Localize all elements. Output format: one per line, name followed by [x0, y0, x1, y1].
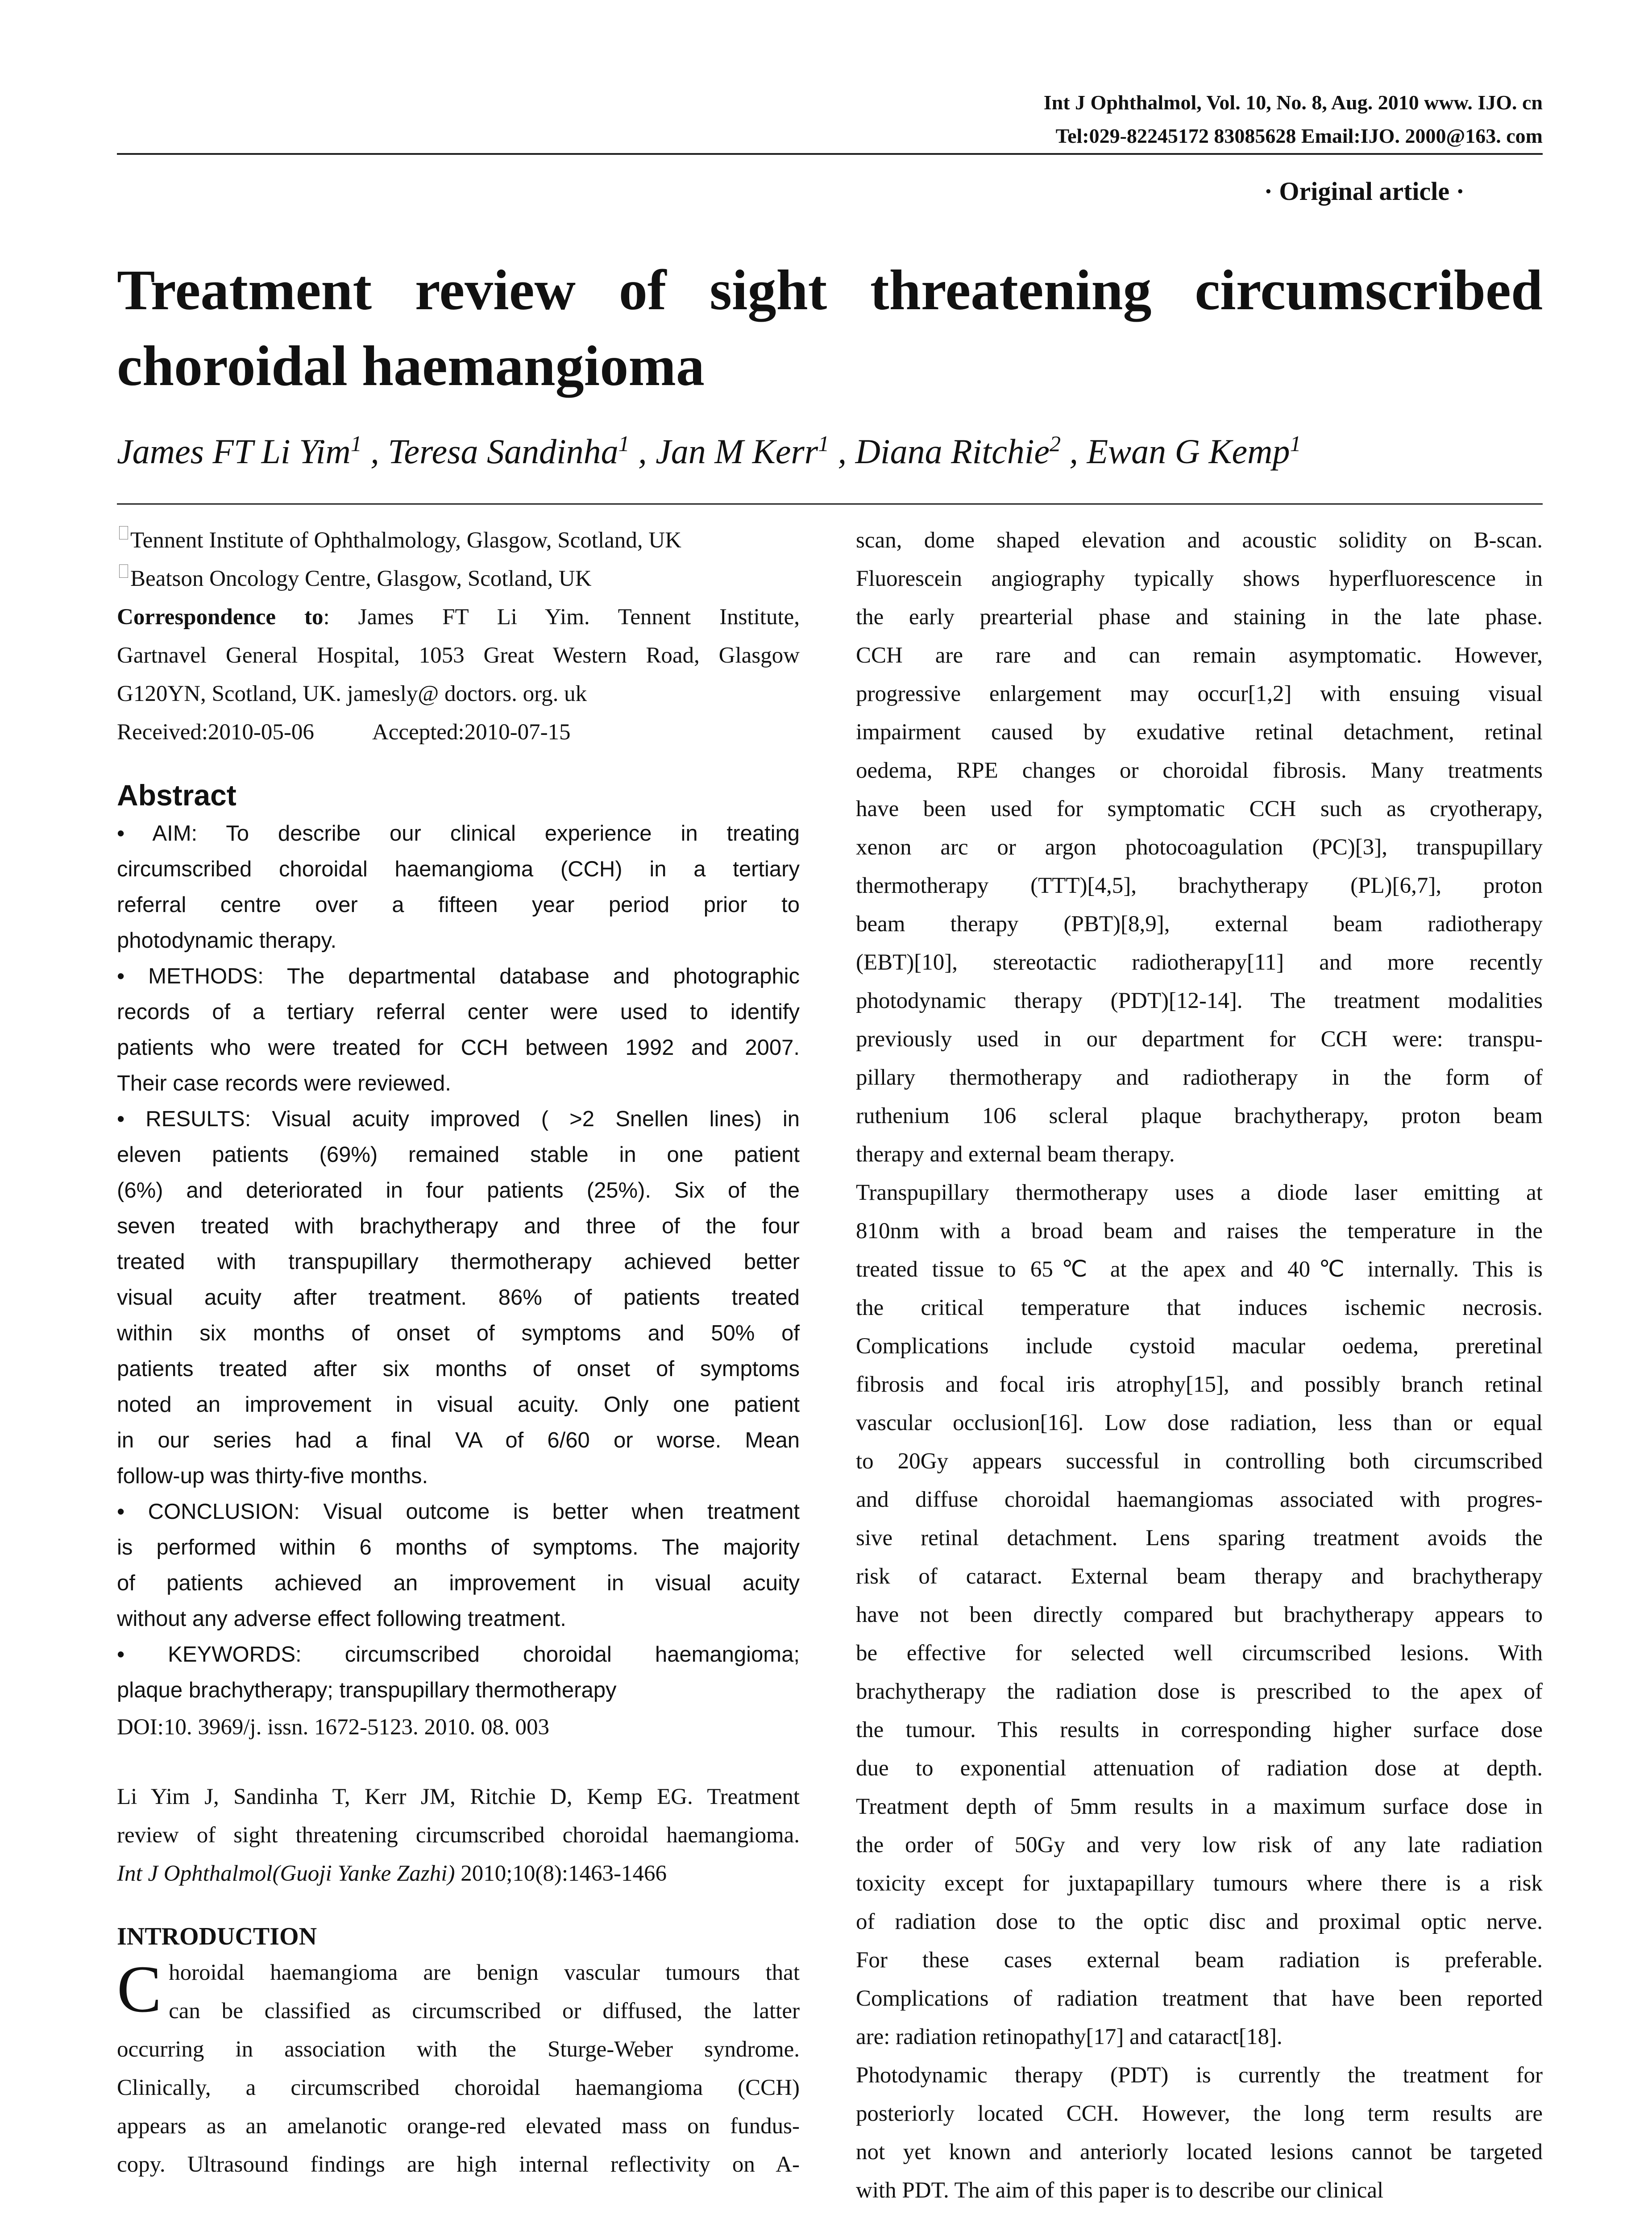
abstract-line: follow-up was thirty-five months.	[117, 1464, 428, 1488]
author-affiliation-mark: 2	[1050, 431, 1061, 456]
abstract-line: eleven patients (69%) remained stable in one patient	[117, 1143, 800, 1167]
introduction-line: can be classified as circumscribed or diffused, the latter	[169, 1999, 800, 2024]
body-line: pillary thermotherapy and radiotherapy in the form of	[856, 1065, 1543, 1090]
affiliation-1: Tennent Institute of Ophthalmology, Glasgow, Scotland, UK	[117, 521, 800, 560]
introduction-heading: INTRODUCTION	[117, 1923, 317, 1950]
correspondence-line-2: Gartnavel General Hospital, 1053 Great Western Road, Glasgow	[117, 643, 800, 668]
author-name: Diana Ritchie	[855, 432, 1050, 471]
abstract-line: Their case records were reviewed.	[117, 1071, 451, 1095]
journal-header-line1: Int J Ophthalmol, Vol. 10, No. 8, Aug. 2010 www. IJO. cn	[1043, 91, 1543, 114]
author-affiliation-mark: 1	[1290, 431, 1301, 456]
body-line: to 20Gy appears successful in controlling both circumscribed	[856, 1449, 1543, 1474]
body-line: the critical temperature that induces ischemic necrosis.	[856, 1295, 1543, 1320]
body-line: xenon arc or argon photocoagulation (PC)[3], transpupillary	[856, 835, 1543, 860]
abstract-line: • AIM: To describe our clinical experience in treating	[117, 821, 800, 846]
body-line: Fluorescein angiography typically shows hyperfluorescence in	[856, 566, 1543, 591]
body-line: have not been directly compared but brachytherapy appears to	[856, 1602, 1543, 1627]
abstract-line: patients treated after six months of onset of symptoms	[117, 1357, 800, 1381]
body-line: the early prearterial phase and staining in the late phase.	[856, 605, 1543, 630]
abstract-line: patients who were treated for CCH between 1992 and 2007.	[117, 1036, 800, 1060]
abstract-line: records of a tertiary referral center were used to identify	[117, 1000, 800, 1024]
author-name: Ewan G Kemp	[1087, 432, 1290, 471]
abstract-body	[117, 816, 800, 1708]
body-line: CCH are rare and can remain asymptomatic. However,	[856, 643, 1543, 668]
body-line: Transpupillary thermotherapy uses a diode laser emitting at	[856, 1180, 1543, 1205]
correspondence-line-3: G120YN, Scotland, UK. jamesly@ doctors. org. uk	[117, 681, 587, 706]
abstract-line: photodynamic therapy.	[117, 929, 337, 953]
author-name: Teresa Sandinha	[388, 432, 618, 471]
author-name: Jan M Kerr	[656, 432, 818, 471]
author-affiliation-mark: 1	[350, 431, 362, 456]
abstract-heading: Abstract	[117, 779, 237, 812]
abstract-line: without any adverse effect following treatment.	[117, 1607, 566, 1631]
introduction-line: copy. Ultrasound findings are high internal reflectivity on A-	[117, 2152, 800, 2177]
abstract-line: referral centre over a fifteen year period prior to	[117, 893, 800, 917]
citation-line-2: review of sight threatening circumscribed choroidal haemangioma.	[117, 1823, 800, 1848]
body-line: previously used in our department for CCH were: transpu-	[856, 1027, 1543, 1052]
abstract-line: (6%) and deteriorated in four patients (25%). Six of the	[117, 1178, 800, 1203]
abstract-line: • CONCLUSION: Visual outcome is better when treatment	[117, 1500, 800, 1524]
body-line: with PDT. The aim of this paper is to describe our clinical	[856, 2178, 1384, 2203]
doi: DOI:10. 3969/j. issn. 1672-5123. 2010. 08. 003	[117, 1715, 549, 1740]
author-rule	[117, 503, 1543, 505]
body-line: not yet known and anteriorly located lesions cannot be targeted	[856, 2140, 1543, 2165]
body-line: fibrosis and focal iris atrophy[15], and possibly branch retinal	[856, 1372, 1543, 1397]
body-line: Photodynamic therapy (PDT) is currently the treatment for	[856, 2063, 1543, 2088]
body-line: ruthenium 106 scleral plaque brachytherapy, proton beam	[856, 1103, 1543, 1128]
body-line: progressive enlargement may occur[1,2] with ensuing visual	[856, 681, 1543, 706]
body-line: vascular occlusion[16]. Low dose radiation, less than or equal	[856, 1410, 1543, 1435]
author-list: James FT Li Yim$^1$ , Teresa Sandinha$^1$ , Jan M Kerr$^1$ , Diana Ritchie$^2$ , Ewan G Kemp$^1$	[117, 431, 1301, 471]
abstract-line: seven treated with brachytherapy and three of the four	[117, 1214, 800, 1238]
abstract-line: is performed within 6 months of symptoms. The majority	[117, 1535, 800, 1559]
introduction-body	[117, 1953, 800, 2184]
abstract-line: • METHODS: The departmental database and photographic	[117, 964, 800, 988]
body-line: the order of 50Gy and very low risk of any late radiation	[856, 1833, 1543, 1858]
introduction-line: occurring in association with the Sturge-Weber syndrome.	[117, 2037, 800, 2062]
citation-line-1: Li Yim J, Sandinha T, Kerr JM, Ritchie D, Kemp EG. Treatment	[117, 1784, 800, 1809]
body-line: photodynamic therapy (PDT)[12-14]. The treatment modalities	[856, 988, 1543, 1013]
body-line: 810nm with a broad beam and raises the temperature in the	[856, 1219, 1543, 1244]
body-line: Complications include cystoid macular oedema, preretinal	[856, 1334, 1543, 1359]
right-column	[856, 521, 1543, 2210]
correspondence-line-1: Correspondence to: James FT Li Yim. Tennent Institute,	[117, 605, 800, 630]
drop-cap: C	[117, 1952, 162, 2026]
abstract-line: of patients achieved an improvement in visual acuity	[117, 1571, 800, 1595]
body-line: be effective for selected well circumscribed lesions. With	[856, 1641, 1543, 1666]
body-line: sive retinal detachment. Lens sparing treatment avoids the	[856, 1526, 1543, 1551]
abstract-line: • RESULTS: Visual acuity improved ( >2 Snellen lines) in	[117, 1107, 800, 1131]
body-line: and diffuse choroidal haemangiomas associated with progres-	[856, 1487, 1543, 1512]
body-line: treated tissue to 65℃ at the apex and 40℃ internally. This is	[856, 1257, 1543, 1282]
body-line: posteriorly located CCH. However, the long term results are	[856, 2101, 1543, 2126]
body-line: brachytherapy the radiation dose is prescribed to the apex of	[856, 1679, 1543, 1704]
body-line: toxicity except for juxtapapillary tumours where there is a risk	[856, 1871, 1543, 1896]
body-line: therapy and external beam therapy.	[856, 1142, 1175, 1167]
dates-line: Received:2010-05-06 Accepted:2010-07-15	[117, 720, 571, 745]
body-line: For these cases external beam radiation is preferable.	[856, 1948, 1543, 1973]
body-line: of radiation dose to the optic disc and proximal optic nerve.	[856, 1909, 1543, 1934]
introduction-line: appears as an amelanotic orange-red elevated mass on fundus-	[117, 2114, 800, 2139]
left-column	[117, 521, 800, 2184]
body-line: Treatment depth of 5mm results in a maximum surface dose in	[856, 1794, 1543, 1819]
abstract-line: noted an improvement in visual acuity. Only one patient	[117, 1393, 800, 1417]
body-line: oedema, RPE changes or choroidal fibrosis. Many treatments	[856, 758, 1543, 783]
body-line: beam therapy (PBT)[8,9], external beam radiotherapy	[856, 912, 1543, 937]
citation-line-3: Int J Ophthalmol(Guoji Yanke Zazhi) 2010;10(8):1463-1466	[117, 1861, 667, 1886]
affiliation-2: Beatson Oncology Centre, Glasgow, Scotland, UK	[117, 560, 800, 598]
abstract-line: within six months of onset of symptoms and 50% of	[117, 1321, 800, 1345]
body-line: risk of cataract. External beam therapy and brachytherapy	[856, 1564, 1543, 1589]
introduction-line: Clinically, a circumscribed choroidal haemangioma (CCH)	[117, 2075, 800, 2100]
author-name: James FT Li Yim	[117, 432, 351, 471]
body-line: due to exponential attenuation of radiation dose at depth.	[856, 1756, 1543, 1781]
abstract-line: in our series had a final VA of 6/60 or worse. Mean	[117, 1428, 800, 1452]
journal-header-line2: Tel:029-82245172 83085628 Email:IJO. 2000@163. com	[1055, 124, 1543, 147]
article-title: Treatment review of sight threatening circumscribed choroidal haemangioma	[117, 258, 1543, 398]
author-affiliation-mark: 1	[818, 431, 830, 456]
body-line: are: radiation retinopathy[17] and cataract[18].	[856, 2024, 1283, 2049]
abstract-line: plaque brachytherapy; transpupillary thermotherapy	[117, 1678, 617, 1702]
abstract-line: visual acuity after treatment. 86% of patients treated	[117, 1286, 800, 1310]
article-type: · Original article ·	[1264, 177, 1465, 206]
body-line: have been used for symptomatic CCH such as cryotherapy,	[856, 796, 1543, 821]
body-line: impairment caused by exudative retinal detachment, retinal	[856, 720, 1543, 745]
body-line: the tumour. This results in corresponding higher surface dose	[856, 1717, 1543, 1742]
body-line: (EBT)[10], stereotactic radiotherapy[11] and more recently	[856, 950, 1543, 975]
introduction-line: horoidal haemangioma are benign vascular tumours that	[169, 1960, 800, 1985]
author-affiliation-mark: 1	[618, 431, 630, 456]
abstract-line: circumscribed choroidal haemangioma (CCH) in a tertiary	[117, 857, 800, 881]
body-line: Complications of radiation treatment that have been reported	[856, 1986, 1543, 2011]
abstract-line: treated with transpupillary thermotherapy achieved better	[117, 1250, 800, 1274]
body-line: scan, dome shaped elevation and acoustic solidity on B-scan.	[856, 528, 1543, 553]
body-line: thermotherapy (TTT)[4,5], brachytherapy (PL)[6,7], proton	[856, 873, 1543, 898]
header-rule	[117, 153, 1543, 155]
abstract-line: • KEYWORDS: circumscribed choroidal haemangioma;	[117, 1642, 800, 1667]
